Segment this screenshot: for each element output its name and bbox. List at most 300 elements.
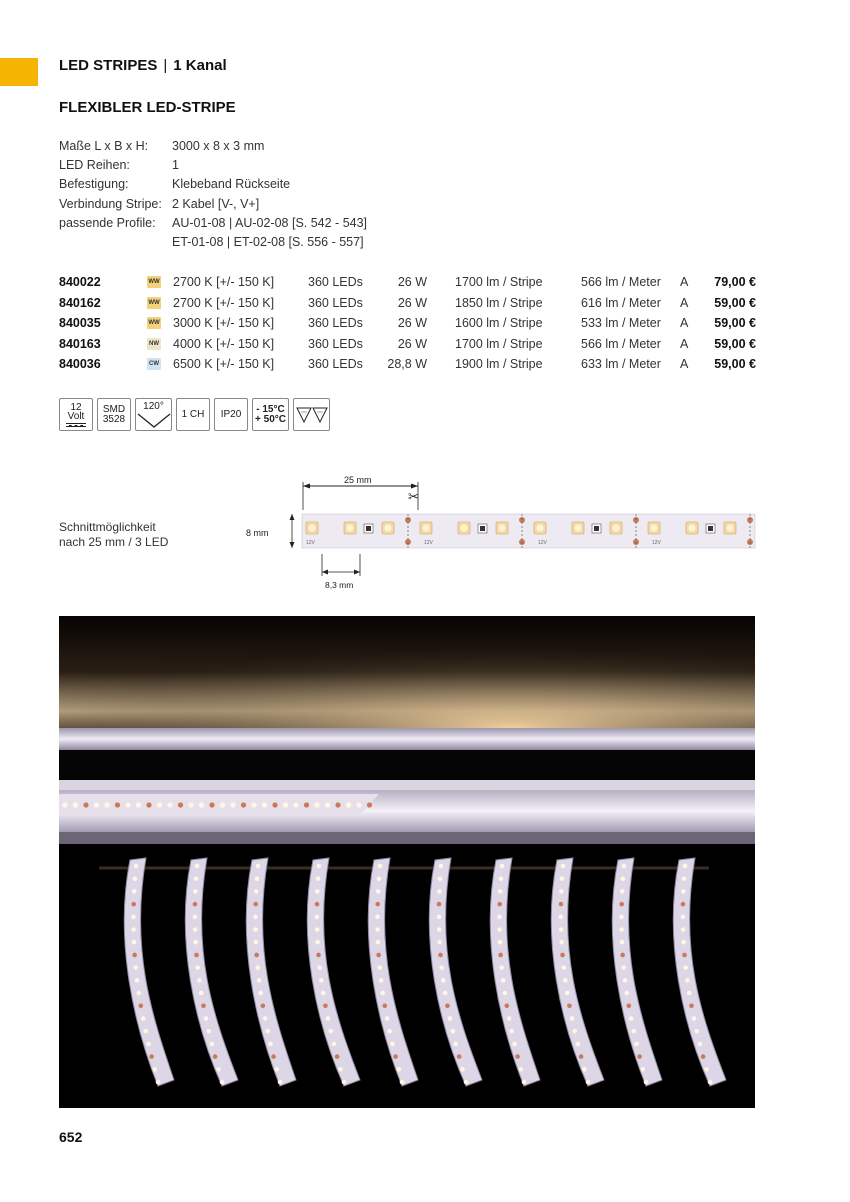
led-chip: [724, 522, 736, 534]
profile-led: [125, 802, 130, 807]
coil-led: [499, 876, 504, 881]
coil-led: [385, 1016, 390, 1021]
spec-row: [59, 175, 367, 194]
coil-led: [254, 889, 259, 894]
coil-led: [193, 927, 198, 932]
profile-led: [62, 802, 67, 807]
coil-led: [256, 864, 261, 869]
spec-value: Klebeband Rückseite: [172, 177, 291, 192]
coil-led: [328, 1029, 333, 1034]
color-temperature: 6500 K [+/- 150 K]: [173, 357, 275, 371]
spec-key: Verbindung Stripe:: [59, 196, 162, 211]
coil-led: [515, 1054, 520, 1059]
lumen-per-meter: 566 lm / Meter: [581, 336, 661, 351]
coil-led: [254, 953, 259, 958]
coil-led: [335, 1054, 340, 1059]
profile-led: [146, 802, 151, 807]
energy-class: A: [680, 316, 689, 330]
coil-led: [704, 1067, 709, 1072]
coil-led: [623, 978, 628, 983]
led-chip: [344, 522, 356, 534]
coil-led: [622, 864, 627, 869]
coil-led: [315, 927, 320, 932]
spec-value: ET-01-08 | ET-02-08 [S. 556 - 557]: [172, 234, 364, 249]
voltage-icon: [59, 398, 93, 431]
header-separator: |: [163, 57, 168, 74]
luminous-flux: 1900 lm / Stripe: [455, 357, 543, 371]
lumen-per-meter: 566 lm / Meter: [581, 275, 661, 289]
energy-class: A: [680, 336, 689, 351]
coil-led: [132, 940, 137, 945]
profile-led: [335, 802, 340, 807]
coil-led: [258, 991, 263, 996]
coil-led: [498, 940, 503, 945]
coil-led: [621, 965, 626, 970]
coil-led: [326, 1016, 331, 1021]
wattage: 26 W: [397, 316, 427, 330]
coil-led: [134, 864, 139, 869]
spec-value: AU-01-08 | AU-02-08 [S. 542 - 543]: [172, 215, 368, 230]
coil-led: [193, 940, 198, 945]
coil-led: [629, 1016, 634, 1021]
voltage-unit: Volt: [67, 410, 85, 422]
coil-led: [131, 915, 136, 920]
spec-list: [59, 137, 367, 252]
coil-led: [560, 876, 565, 881]
profile-led: [293, 802, 298, 807]
profile-led: [209, 802, 214, 807]
coil-led: [194, 953, 199, 958]
temp-max: + 50°C: [255, 413, 286, 425]
profile-led: [220, 802, 225, 807]
profile-led: [157, 802, 162, 807]
coil-led: [572, 1029, 577, 1034]
coil-led: [390, 1042, 395, 1047]
coil-led: [454, 1042, 459, 1047]
beam-angle-value: 120°: [143, 401, 164, 412]
color-temperature: 2700 K [+/- 150 K]: [173, 275, 275, 289]
coil-led: [143, 1029, 148, 1034]
coil-led: [621, 876, 626, 881]
luminous-flux: 1700 lm / Stripe: [455, 275, 543, 289]
coil-led: [141, 1016, 146, 1021]
coil-led: [620, 940, 625, 945]
coil-led: [131, 927, 136, 932]
profile-led: [178, 802, 183, 807]
smd-type: 3528: [102, 413, 126, 425]
coil-led: [131, 902, 136, 907]
coil-led: [582, 1067, 587, 1072]
profile-led: [188, 802, 193, 807]
coil-led: [135, 978, 140, 983]
coil-led: [332, 1042, 337, 1047]
spec-value: 3000 x 8 x 3 mm: [172, 139, 265, 153]
section-header: [59, 57, 227, 74]
coil-led: [195, 864, 200, 869]
coil-led: [136, 991, 141, 996]
coil-led: [156, 1080, 161, 1085]
category-label: LED STRIPES: [59, 57, 158, 74]
pcb-voltage-label: 12V: [424, 540, 433, 546]
article-number: 840035: [59, 316, 101, 330]
led-chip: [648, 522, 660, 534]
coil-led: [439, 864, 444, 869]
spec-value: 2 Kabel [V-, V+]: [172, 196, 260, 211]
coil-led: [561, 864, 566, 869]
wattage: 28,8 W: [387, 357, 427, 371]
coil-led: [315, 940, 320, 945]
coil-led: [443, 991, 448, 996]
coil-led: [692, 1016, 697, 1021]
coil-led: [193, 889, 198, 894]
coil-led: [194, 876, 199, 881]
coil-led: [497, 915, 502, 920]
coil-led: [133, 965, 138, 970]
spec-row: [59, 233, 367, 252]
coil-led: [437, 889, 442, 894]
surface-triangles-graphic: [295, 403, 329, 427]
coil-led: [504, 1003, 509, 1008]
coil-led: [561, 965, 566, 970]
coil-led: [138, 1003, 143, 1008]
coil-led: [253, 927, 258, 932]
coil-led: [338, 1067, 343, 1072]
coil-led: [387, 1029, 392, 1034]
channel-label: 1 Kanal: [173, 57, 227, 74]
coil-led: [509, 1029, 514, 1034]
coil-led: [620, 889, 625, 894]
luminous-flux: 1700 lm / Stripe: [455, 336, 543, 351]
coil-led: [315, 902, 320, 907]
cut-info-line: Schnittmöglichkeit: [59, 520, 156, 534]
color-temperature: 2700 K [+/- 150 K]: [173, 295, 275, 310]
coil-led: [579, 1054, 584, 1059]
led-count: 360 LEDs: [308, 275, 363, 289]
coil-led: [377, 965, 382, 970]
price: 59,00 €: [714, 295, 756, 310]
led-count: 360 LEDs: [308, 357, 363, 371]
coil-led: [375, 915, 380, 920]
coil-led: [213, 1054, 218, 1059]
spec-key: Befestigung:: [59, 177, 129, 192]
wattage: 26 W: [397, 275, 427, 289]
coil-led: [375, 927, 380, 932]
profile-led: [367, 802, 372, 807]
coil-led: [507, 1016, 512, 1021]
color-badge: WW: [147, 317, 161, 329]
profile-led: [251, 802, 256, 807]
luminous-flux: 1600 lm / Stripe: [455, 316, 543, 330]
coil-led: [265, 1029, 270, 1034]
coil-led: [497, 927, 502, 932]
coil-led: [681, 902, 686, 907]
coil-led: [274, 1067, 279, 1072]
coil-led: [559, 889, 564, 894]
coil-led: [687, 991, 692, 996]
coil-led: [376, 889, 381, 894]
coil-led: [619, 902, 624, 907]
coil-led: [565, 991, 570, 996]
coil-led: [567, 1003, 572, 1008]
pitch-label: 8,3 mm: [325, 580, 354, 590]
coil-led: [682, 953, 687, 958]
coil-led: [694, 1029, 699, 1034]
coil-led: [315, 915, 320, 920]
coil-led: [197, 978, 202, 983]
coil-led: [619, 915, 624, 920]
smd-icon: [97, 398, 131, 431]
profile-led: [83, 802, 88, 807]
profile-led: [73, 802, 78, 807]
coil-led: [498, 953, 503, 958]
accent-bar: [0, 58, 38, 86]
coil-led: [278, 1080, 283, 1085]
profile-led: [314, 802, 319, 807]
beam-angle-icon: [135, 398, 172, 431]
coil-led: [689, 1003, 694, 1008]
coil-led: [400, 1080, 405, 1085]
energy-class: A: [680, 357, 689, 371]
coil-led: [376, 940, 381, 945]
coil-led: [254, 940, 259, 945]
led-chip: [382, 522, 394, 534]
led-chip: [686, 522, 698, 534]
coil-led: [698, 1042, 703, 1047]
coil-led: [438, 876, 443, 881]
coil-led: [570, 1016, 575, 1021]
coil-led: [437, 902, 442, 907]
coil-led: [626, 1003, 631, 1008]
segment-label: 25 mm: [344, 475, 372, 485]
coil-led: [499, 965, 504, 970]
article-number: 840022: [59, 275, 101, 289]
spec-key: Maße L x B x H:: [59, 139, 149, 153]
color-badge: WW: [147, 276, 161, 288]
coil-led: [378, 864, 383, 869]
coil-led: [193, 902, 198, 907]
coil-led: [260, 1003, 265, 1008]
wattage: 26 W: [397, 295, 427, 310]
led-chip: [610, 522, 622, 534]
coil-led: [439, 965, 444, 970]
energy-class: A: [680, 295, 689, 310]
coil-led: [437, 915, 442, 920]
coil-led: [263, 1016, 268, 1021]
coil-led: [619, 927, 624, 932]
coil-led: [518, 1067, 523, 1072]
coil-led: [464, 1080, 469, 1085]
smd-label: SMD: [102, 403, 126, 415]
coil-led: [210, 1042, 215, 1047]
coil-led: [559, 927, 564, 932]
profile-led: [230, 802, 235, 807]
channel-icon: 1 CH: [176, 398, 210, 431]
coil-led: [500, 864, 505, 869]
coil-led: [396, 1067, 401, 1072]
coil-led: [634, 1042, 639, 1047]
coil-led: [681, 915, 686, 920]
coil-led: [132, 953, 137, 958]
coil-led: [149, 1054, 154, 1059]
pcb-voltage-label: 12V: [652, 540, 661, 546]
coil-led: [563, 978, 568, 983]
coil-led: [342, 1080, 347, 1085]
profile-led: [241, 802, 246, 807]
coil-led: [701, 1054, 706, 1059]
led-chip: [572, 522, 584, 534]
led-chip: [534, 522, 546, 534]
coil-led: [586, 1080, 591, 1085]
coil-led: [450, 1029, 455, 1034]
color-badge: NW: [147, 338, 161, 350]
beam-angle-graphic: [137, 412, 171, 429]
spec-key: passende Profile:: [59, 215, 156, 230]
coil-led: [457, 1054, 462, 1059]
coil-led: [377, 876, 382, 881]
coil-led: [315, 889, 320, 894]
strip-dimension-diagram: [240, 468, 760, 594]
price: 79,00 €: [714, 275, 756, 289]
aluminium-profile: [59, 728, 755, 750]
cut-info: [59, 520, 168, 550]
coil-led: [133, 876, 138, 881]
spec-key: LED Reihen:: [59, 158, 130, 173]
coil-led: [683, 864, 688, 869]
profile-led: [272, 802, 277, 807]
coil-led: [380, 991, 385, 996]
ip-rating-icon: IP20: [214, 398, 248, 431]
profile-led: [356, 802, 361, 807]
spec-row: [59, 137, 367, 156]
coil-led: [441, 978, 446, 983]
coil-led: [216, 1067, 221, 1072]
temperature-range-icon: [252, 398, 289, 431]
width-label: 8 mm: [246, 528, 269, 538]
price: 59,00 €: [714, 316, 756, 330]
coil-led: [316, 876, 321, 881]
coil-led: [257, 978, 262, 983]
coil-led: [253, 902, 258, 907]
pcb-voltage-label: 12V: [306, 540, 315, 546]
energy-class: A: [680, 275, 689, 289]
luminous-flux: 1850 lm / Stripe: [455, 295, 543, 310]
mounting-surface-icon: [293, 398, 330, 431]
profile-led: [325, 802, 330, 807]
coil-led: [501, 978, 506, 983]
coil-led: [146, 1042, 151, 1047]
coil-led: [253, 915, 258, 920]
color-badge: WW: [147, 297, 161, 309]
coil-led: [683, 965, 688, 970]
coil-led: [681, 940, 686, 945]
coil-led: [631, 1029, 636, 1034]
profile-led: [115, 802, 120, 807]
coil-led: [201, 1003, 206, 1008]
profile-led: [199, 802, 204, 807]
coil-led: [316, 953, 321, 958]
wattage: 26 W: [397, 336, 427, 351]
coil-led: [681, 927, 686, 932]
coil-led: [220, 1080, 225, 1085]
spec-key: [59, 233, 172, 252]
spec-row: [59, 214, 367, 233]
coil-led: [379, 978, 384, 983]
profile-led: [94, 802, 99, 807]
coil-led: [255, 876, 260, 881]
article-number: 840036: [59, 357, 101, 371]
article-number: 840162: [59, 295, 101, 310]
coil-led: [321, 991, 326, 996]
coil-led: [255, 965, 260, 970]
profile-led: [104, 802, 109, 807]
coil-led: [644, 1080, 649, 1085]
coil-led: [319, 978, 324, 983]
spec-row: [59, 156, 367, 175]
coil-led: [193, 915, 198, 920]
led-chip: [306, 522, 318, 534]
coil-led: [437, 940, 442, 945]
coil-led: [448, 1016, 453, 1021]
profile-led: [262, 802, 267, 807]
coil-led: [708, 1080, 713, 1085]
coil-led: [640, 1067, 645, 1072]
coil-led: [323, 1003, 328, 1008]
price: 59,00 €: [714, 357, 756, 371]
coil-led: [382, 1003, 387, 1008]
coil-led: [199, 991, 204, 996]
coil-led: [559, 940, 564, 945]
coil-led: [560, 953, 565, 958]
coil-led: [685, 978, 690, 983]
coil-led: [393, 1054, 398, 1059]
coil-led: [681, 889, 686, 894]
coil-led: [152, 1067, 157, 1072]
lumen-per-meter: 633 lm / Meter: [581, 357, 661, 371]
coil-led: [559, 915, 564, 920]
coil-led: [497, 902, 502, 907]
profile-led: [346, 802, 351, 807]
coil-led: [620, 953, 625, 958]
spec-row: [59, 195, 367, 214]
price: 59,00 €: [714, 336, 756, 351]
profile-led: [283, 802, 288, 807]
temp-min: - 15°C: [256, 403, 285, 415]
coil-led: [268, 1042, 273, 1047]
feature-icons: [59, 398, 330, 431]
coil-led: [195, 965, 200, 970]
profile-led: [167, 802, 172, 807]
profile-led: [304, 802, 309, 807]
coil-led: [271, 1054, 276, 1059]
coil-led: [438, 953, 443, 958]
color-temperature: 3000 K [+/- 150 K]: [173, 316, 275, 330]
led-count: 360 LEDs: [308, 336, 363, 351]
coil-led: [317, 965, 322, 970]
lumen-per-meter: 616 lm / Meter: [581, 295, 661, 310]
pcb-voltage-label: 12V: [538, 540, 547, 546]
article-number: 840163: [59, 336, 101, 351]
cut-info-line: nach 25 mm / 3 LED: [59, 535, 169, 549]
color-badge: CW: [147, 358, 161, 370]
product-photo: [59, 616, 755, 1108]
color-temperature: 4000 K [+/- 150 K]: [173, 336, 275, 351]
coil-led: [637, 1054, 642, 1059]
coil-led: [445, 1003, 450, 1008]
coil-led: [460, 1067, 465, 1072]
coil-led: [437, 927, 442, 932]
led-count: 360 LEDs: [308, 295, 363, 310]
coil-led: [576, 1042, 581, 1047]
